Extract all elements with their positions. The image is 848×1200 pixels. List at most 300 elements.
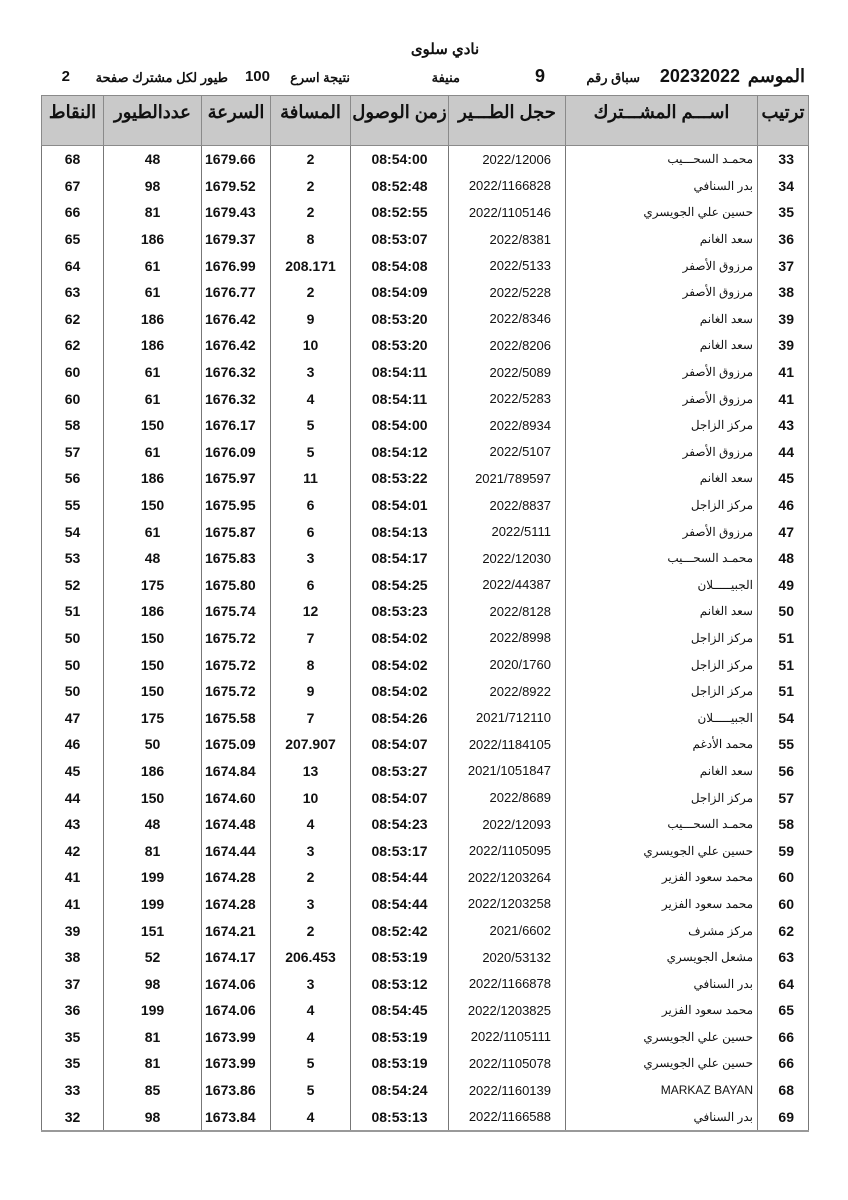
cell-rank: 48	[758, 545, 809, 572]
cell-name: حسين علي الجويسري	[566, 837, 758, 864]
cell-ring: 2022/1184105	[449, 731, 566, 758]
season-label: الموسم	[747, 66, 805, 86]
col-birds: عددالطيور	[104, 96, 202, 146]
cell-speed: 1676.17	[202, 412, 271, 439]
cell-name: سعد الغانم	[566, 226, 758, 253]
cell-ring: 2022/44387	[449, 572, 566, 599]
cell-points: 38	[42, 944, 104, 971]
table-row	[42, 332, 809, 359]
cell-points: 54	[42, 518, 104, 545]
cell-ring: 2022/1105095	[449, 837, 566, 864]
cell-points: 43	[42, 811, 104, 838]
cell-ring: 2021/6602	[449, 917, 566, 944]
cell-arrival: 08:54:11	[351, 359, 449, 386]
cell-birds: 150	[104, 412, 202, 439]
table-row	[42, 758, 809, 785]
race-label: سباق رقم	[586, 70, 640, 85]
cell-distance: 5	[271, 439, 351, 466]
cell-distance: 3	[271, 970, 351, 997]
cell-name: محمـد السحـــيب	[566, 146, 758, 173]
cell-speed: 1676.09	[202, 439, 271, 466]
cell-birds: 98	[104, 970, 202, 997]
results-table	[41, 95, 809, 1132]
cell-speed: 1674.28	[202, 891, 271, 918]
cell-rank: 47	[758, 518, 809, 545]
table-row	[42, 917, 809, 944]
cell-ring: 2022/1203258	[449, 891, 566, 918]
cell-points: 60	[42, 385, 104, 412]
cell-ring: 2022/1166878	[449, 970, 566, 997]
cell-birds: 150	[104, 784, 202, 811]
cell-distance: 4	[271, 997, 351, 1024]
cell-ring: 2022/5089	[449, 359, 566, 386]
cell-ring: 2022/1105146	[449, 199, 566, 226]
cell-speed: 1674.60	[202, 784, 271, 811]
result-label: نتيجة اسرع	[290, 70, 350, 85]
cell-distance: 206.453	[271, 944, 351, 971]
cell-rank: 58	[758, 811, 809, 838]
cell-distance: 12	[271, 598, 351, 625]
cell-distance: 5	[271, 1050, 351, 1077]
cell-speed: 1675.09	[202, 731, 271, 758]
cell-name: مرزوق الأصفر	[566, 518, 758, 545]
cell-ring: 2022/1166828	[449, 173, 566, 200]
cell-birds: 61	[104, 252, 202, 279]
table-row	[42, 173, 809, 200]
cell-birds: 61	[104, 385, 202, 412]
cell-ring: 2022/5283	[449, 385, 566, 412]
cell-points: 32	[42, 1103, 104, 1131]
cell-rank: 60	[758, 891, 809, 918]
cell-birds: 61	[104, 279, 202, 306]
table-row	[42, 891, 809, 918]
cell-distance: 4	[271, 1024, 351, 1051]
cell-rank: 66	[758, 1024, 809, 1051]
cell-name: محمـد السحـــيب	[566, 811, 758, 838]
cell-birds: 199	[104, 864, 202, 891]
cell-speed: 1675.72	[202, 625, 271, 652]
cell-speed: 1675.74	[202, 598, 271, 625]
cell-ring: 2021/789597	[449, 465, 566, 492]
cell-speed: 1674.06	[202, 970, 271, 997]
cell-points: 62	[42, 332, 104, 359]
cell-speed: 1674.06	[202, 997, 271, 1024]
cell-ring: 2022/12093	[449, 811, 566, 838]
cell-rank: 37	[758, 252, 809, 279]
cell-rank: 36	[758, 226, 809, 253]
cell-birds: 98	[104, 1103, 202, 1131]
cell-birds: 186	[104, 226, 202, 253]
cell-name: مرزوق الأصفر	[566, 252, 758, 279]
cell-arrival: 08:53:17	[351, 837, 449, 864]
cell-speed: 1673.84	[202, 1103, 271, 1131]
cell-name: محمد سعود الفزير	[566, 864, 758, 891]
cell-birds: 150	[104, 678, 202, 705]
table-row	[42, 412, 809, 439]
cell-birds: 175	[104, 704, 202, 731]
cell-name: الجبيـــــلان	[566, 704, 758, 731]
cell-rank: 57	[758, 784, 809, 811]
cell-arrival: 08:52:42	[351, 917, 449, 944]
cell-speed: 1675.80	[202, 572, 271, 599]
cell-name: محمد سعود الفزير	[566, 891, 758, 918]
cell-ring: 2022/1203264	[449, 864, 566, 891]
cell-speed: 1676.77	[202, 279, 271, 306]
table-row	[42, 226, 809, 253]
cell-birds: 81	[104, 199, 202, 226]
cell-points: 33	[42, 1077, 104, 1104]
cell-ring: 2022/8346	[449, 306, 566, 333]
cell-points: 50	[42, 678, 104, 705]
cell-speed: 1674.48	[202, 811, 271, 838]
cell-distance: 4	[271, 385, 351, 412]
cell-speed: 1674.28	[202, 864, 271, 891]
cell-distance: 6	[271, 492, 351, 519]
cell-points: 62	[42, 306, 104, 333]
cell-speed: 1676.32	[202, 385, 271, 412]
cell-name: بدر السنافي	[566, 173, 758, 200]
cell-ring: 2022/8128	[449, 598, 566, 625]
cell-distance: 6	[271, 518, 351, 545]
cell-ring: 2020/53132	[449, 944, 566, 971]
cell-name: مشعل الجويسري	[566, 944, 758, 971]
cell-birds: 151	[104, 917, 202, 944]
cell-distance: 3	[271, 891, 351, 918]
cell-arrival: 08:53:22	[351, 465, 449, 492]
cell-points: 57	[42, 439, 104, 466]
cell-arrival: 08:54:00	[351, 146, 449, 173]
table-row	[42, 518, 809, 545]
table-row	[42, 704, 809, 731]
col-rank: ترتيب	[758, 96, 809, 146]
cell-name: مرزوق الأصفر	[566, 359, 758, 386]
cell-arrival: 08:53:27	[351, 758, 449, 785]
cell-rank: 33	[758, 146, 809, 173]
table-row	[42, 731, 809, 758]
cell-ring: 2022/5111	[449, 518, 566, 545]
cell-points: 44	[42, 784, 104, 811]
table-row	[42, 598, 809, 625]
cell-ring: 2022/8934	[449, 412, 566, 439]
cell-points: 56	[42, 465, 104, 492]
cell-rank: 55	[758, 731, 809, 758]
cell-distance: 2	[271, 864, 351, 891]
cell-birds: 199	[104, 997, 202, 1024]
cell-name: بدر السنافي	[566, 970, 758, 997]
cell-rank: 38	[758, 279, 809, 306]
table-row	[42, 1103, 809, 1131]
col-speed: السرعة	[202, 96, 271, 146]
cell-speed: 1675.87	[202, 518, 271, 545]
cell-rank: 41	[758, 359, 809, 386]
cell-name: مركز مشرف	[566, 917, 758, 944]
cell-points: 45	[42, 758, 104, 785]
cell-distance: 6	[271, 572, 351, 599]
cell-distance: 2	[271, 146, 351, 173]
season-value: 20232022	[659, 66, 740, 86]
cell-points: 36	[42, 997, 104, 1024]
cell-arrival: 08:53:19	[351, 944, 449, 971]
col-arrival: زمن الوصول	[351, 96, 449, 146]
cell-ring: 2022/8206	[449, 332, 566, 359]
cell-speed: 1679.52	[202, 173, 271, 200]
cell-points: 39	[42, 917, 104, 944]
cell-points: 53	[42, 545, 104, 572]
cell-name: سعد الغانم	[566, 465, 758, 492]
cell-distance: 10	[271, 784, 351, 811]
cell-distance: 7	[271, 704, 351, 731]
birds-count: 100	[244, 68, 270, 85]
cell-name: مركز الزاجل	[566, 412, 758, 439]
cell-birds: 98	[104, 173, 202, 200]
club-title: نادي سلوى	[410, 41, 480, 58]
cell-points: 35	[42, 1024, 104, 1051]
cell-points: 60	[42, 359, 104, 386]
cell-arrival: 08:54:02	[351, 651, 449, 678]
cell-birds: 186	[104, 306, 202, 333]
cell-arrival: 08:53:23	[351, 598, 449, 625]
cell-birds: 85	[104, 1077, 202, 1104]
cell-distance: 2	[271, 173, 351, 200]
table-row	[42, 651, 809, 678]
table-row	[42, 784, 809, 811]
location: منيفة	[431, 70, 460, 85]
cell-distance: 3	[271, 837, 351, 864]
cell-arrival: 08:52:55	[351, 199, 449, 226]
cell-ring: 2022/8922	[449, 678, 566, 705]
table-row	[42, 439, 809, 466]
cell-name: حسين علي الجويسري	[566, 1024, 758, 1051]
cell-birds: 150	[104, 651, 202, 678]
cell-arrival: 08:54:12	[351, 439, 449, 466]
cell-speed: 1676.42	[202, 332, 271, 359]
cell-ring: 2022/12030	[449, 545, 566, 572]
cell-birds: 61	[104, 518, 202, 545]
cell-ring: 2022/1105111	[449, 1024, 566, 1051]
cell-ring: 2020/1760	[449, 651, 566, 678]
col-ring: حجل الطـــير	[449, 96, 566, 146]
cell-ring: 2022/8998	[449, 625, 566, 652]
cell-arrival: 08:54:07	[351, 784, 449, 811]
cell-name: MARKAZ BAYAN	[566, 1077, 758, 1104]
cell-rank: 35	[758, 199, 809, 226]
cell-points: 51	[42, 598, 104, 625]
cell-name: مركز الزاجل	[566, 784, 758, 811]
cell-distance: 5	[271, 1077, 351, 1104]
cell-distance: 8	[271, 226, 351, 253]
cell-arrival: 08:54:26	[351, 704, 449, 731]
cell-rank: 34	[758, 173, 809, 200]
cell-name: مركز الزاجل	[566, 625, 758, 652]
cell-distance: 2	[271, 917, 351, 944]
table-row	[42, 146, 809, 173]
cell-speed: 1679.66	[202, 146, 271, 173]
cell-arrival: 08:53:20	[351, 332, 449, 359]
cell-distance: 3	[271, 545, 351, 572]
cell-birds: 48	[104, 811, 202, 838]
cell-speed: 1673.99	[202, 1050, 271, 1077]
table-row	[42, 492, 809, 519]
cell-speed: 1676.32	[202, 359, 271, 386]
cell-birds: 199	[104, 891, 202, 918]
cell-birds: 81	[104, 1024, 202, 1051]
table-row	[42, 997, 809, 1024]
cell-distance: 11	[271, 465, 351, 492]
col-name: اســـم المشـــترك	[566, 96, 758, 146]
cell-arrival: 08:54:09	[351, 279, 449, 306]
table-row	[42, 465, 809, 492]
cell-speed: 1674.84	[202, 758, 271, 785]
col-distance: المسافة	[271, 96, 351, 146]
cell-speed: 1673.86	[202, 1077, 271, 1104]
col-points: النقاط	[42, 96, 104, 146]
cell-rank: 65	[758, 997, 809, 1024]
cell-distance: 10	[271, 332, 351, 359]
cell-arrival: 08:54:25	[351, 572, 449, 599]
cell-points: 58	[42, 412, 104, 439]
cell-points: 41	[42, 864, 104, 891]
cell-name: مرزوق الأصفر	[566, 279, 758, 306]
cell-rank: 43	[758, 412, 809, 439]
cell-name: محمـد السحـــيب	[566, 545, 758, 572]
cell-rank: 39	[758, 332, 809, 359]
cell-speed: 1675.97	[202, 465, 271, 492]
cell-name: مركز الزاجل	[566, 678, 758, 705]
cell-birds: 48	[104, 545, 202, 572]
cell-rank: 45	[758, 465, 809, 492]
cell-speed: 1675.72	[202, 651, 271, 678]
cell-ring: 2021/1051847	[449, 758, 566, 785]
cell-arrival: 08:54:02	[351, 678, 449, 705]
cell-points: 42	[42, 837, 104, 864]
cell-distance: 13	[271, 758, 351, 785]
table-row	[42, 385, 809, 412]
cell-speed: 1675.72	[202, 678, 271, 705]
cell-arrival: 08:54:02	[351, 625, 449, 652]
cell-points: 47	[42, 704, 104, 731]
cell-rank: 39	[758, 306, 809, 333]
table-row	[42, 944, 809, 971]
cell-birds: 150	[104, 625, 202, 652]
cell-name: سعد الغانم	[566, 758, 758, 785]
cell-rank: 44	[758, 439, 809, 466]
cell-distance: 4	[271, 811, 351, 838]
cell-arrival: 08:54:00	[351, 412, 449, 439]
cell-name: محمد الأدغم	[566, 731, 758, 758]
cell-points: 67	[42, 173, 104, 200]
cell-birds: 81	[104, 1050, 202, 1077]
cell-distance: 2	[271, 279, 351, 306]
cell-name: حسين علي الجويسري	[566, 1050, 758, 1077]
cell-rank: 68	[758, 1077, 809, 1104]
cell-arrival: 08:53:12	[351, 970, 449, 997]
cell-speed: 1679.37	[202, 226, 271, 253]
cell-arrival: 08:54:13	[351, 518, 449, 545]
cell-points: 65	[42, 226, 104, 253]
cell-name: مركز الزاجل	[566, 651, 758, 678]
cell-ring: 2022/8381	[449, 226, 566, 253]
cell-rank: 69	[758, 1103, 809, 1131]
cell-points: 35	[42, 1050, 104, 1077]
cell-birds: 186	[104, 465, 202, 492]
cell-points: 50	[42, 625, 104, 652]
table-row	[42, 199, 809, 226]
cell-points: 55	[42, 492, 104, 519]
cell-rank: 51	[758, 678, 809, 705]
cell-distance: 7	[271, 625, 351, 652]
cell-birds: 52	[104, 944, 202, 971]
cell-distance: 8	[271, 651, 351, 678]
cell-ring: 2022/1203825	[449, 997, 566, 1024]
cell-ring: 2022/5133	[449, 252, 566, 279]
cell-birds: 61	[104, 439, 202, 466]
cell-name: سعد الغانم	[566, 332, 758, 359]
table-row	[42, 1050, 809, 1077]
cell-distance: 9	[271, 678, 351, 705]
cell-birds: 61	[104, 359, 202, 386]
cell-rank: 51	[758, 651, 809, 678]
cell-name: مركز الزاجل	[566, 492, 758, 519]
cell-arrival: 08:54:11	[351, 385, 449, 412]
table-row	[42, 625, 809, 652]
cell-speed: 1674.44	[202, 837, 271, 864]
cell-ring: 2022/1105078	[449, 1050, 566, 1077]
cell-arrival: 08:53:19	[351, 1024, 449, 1051]
cell-points: 52	[42, 572, 104, 599]
cell-points: 46	[42, 731, 104, 758]
cell-birds: 48	[104, 146, 202, 173]
cell-ring: 2022/1160139	[449, 1077, 566, 1104]
cell-distance: 5	[271, 412, 351, 439]
cell-speed: 1679.43	[202, 199, 271, 226]
cell-speed: 1675.58	[202, 704, 271, 731]
cell-ring: 2022/1166588	[449, 1103, 566, 1131]
table-row	[42, 970, 809, 997]
cell-ring: 2022/5228	[449, 279, 566, 306]
cell-arrival: 08:54:44	[351, 864, 449, 891]
cell-birds: 186	[104, 758, 202, 785]
cell-name: سعد الغانم	[566, 306, 758, 333]
cell-rank: 41	[758, 385, 809, 412]
cell-points: 68	[42, 146, 104, 173]
cell-birds: 81	[104, 837, 202, 864]
cell-distance: 9	[271, 306, 351, 333]
cell-rank: 60	[758, 864, 809, 891]
table-header-row	[42, 96, 809, 146]
table-row	[42, 678, 809, 705]
cell-points: 63	[42, 279, 104, 306]
cell-birds: 186	[104, 598, 202, 625]
table-row	[42, 811, 809, 838]
cell-birds: 150	[104, 492, 202, 519]
cell-arrival: 08:53:13	[351, 1103, 449, 1131]
cell-birds: 175	[104, 572, 202, 599]
table-row	[42, 837, 809, 864]
cell-rank: 54	[758, 704, 809, 731]
cell-distance: 3	[271, 359, 351, 386]
cell-points: 64	[42, 252, 104, 279]
cell-ring: 2022/8837	[449, 492, 566, 519]
cell-arrival: 08:54:01	[351, 492, 449, 519]
cell-ring: 2022/8689	[449, 784, 566, 811]
table-row	[42, 864, 809, 891]
table-row	[42, 252, 809, 279]
cell-distance: 4	[271, 1103, 351, 1131]
cell-speed: 1676.42	[202, 306, 271, 333]
table-row	[42, 1077, 809, 1104]
cell-speed: 1675.83	[202, 545, 271, 572]
cell-speed: 1674.21	[202, 917, 271, 944]
